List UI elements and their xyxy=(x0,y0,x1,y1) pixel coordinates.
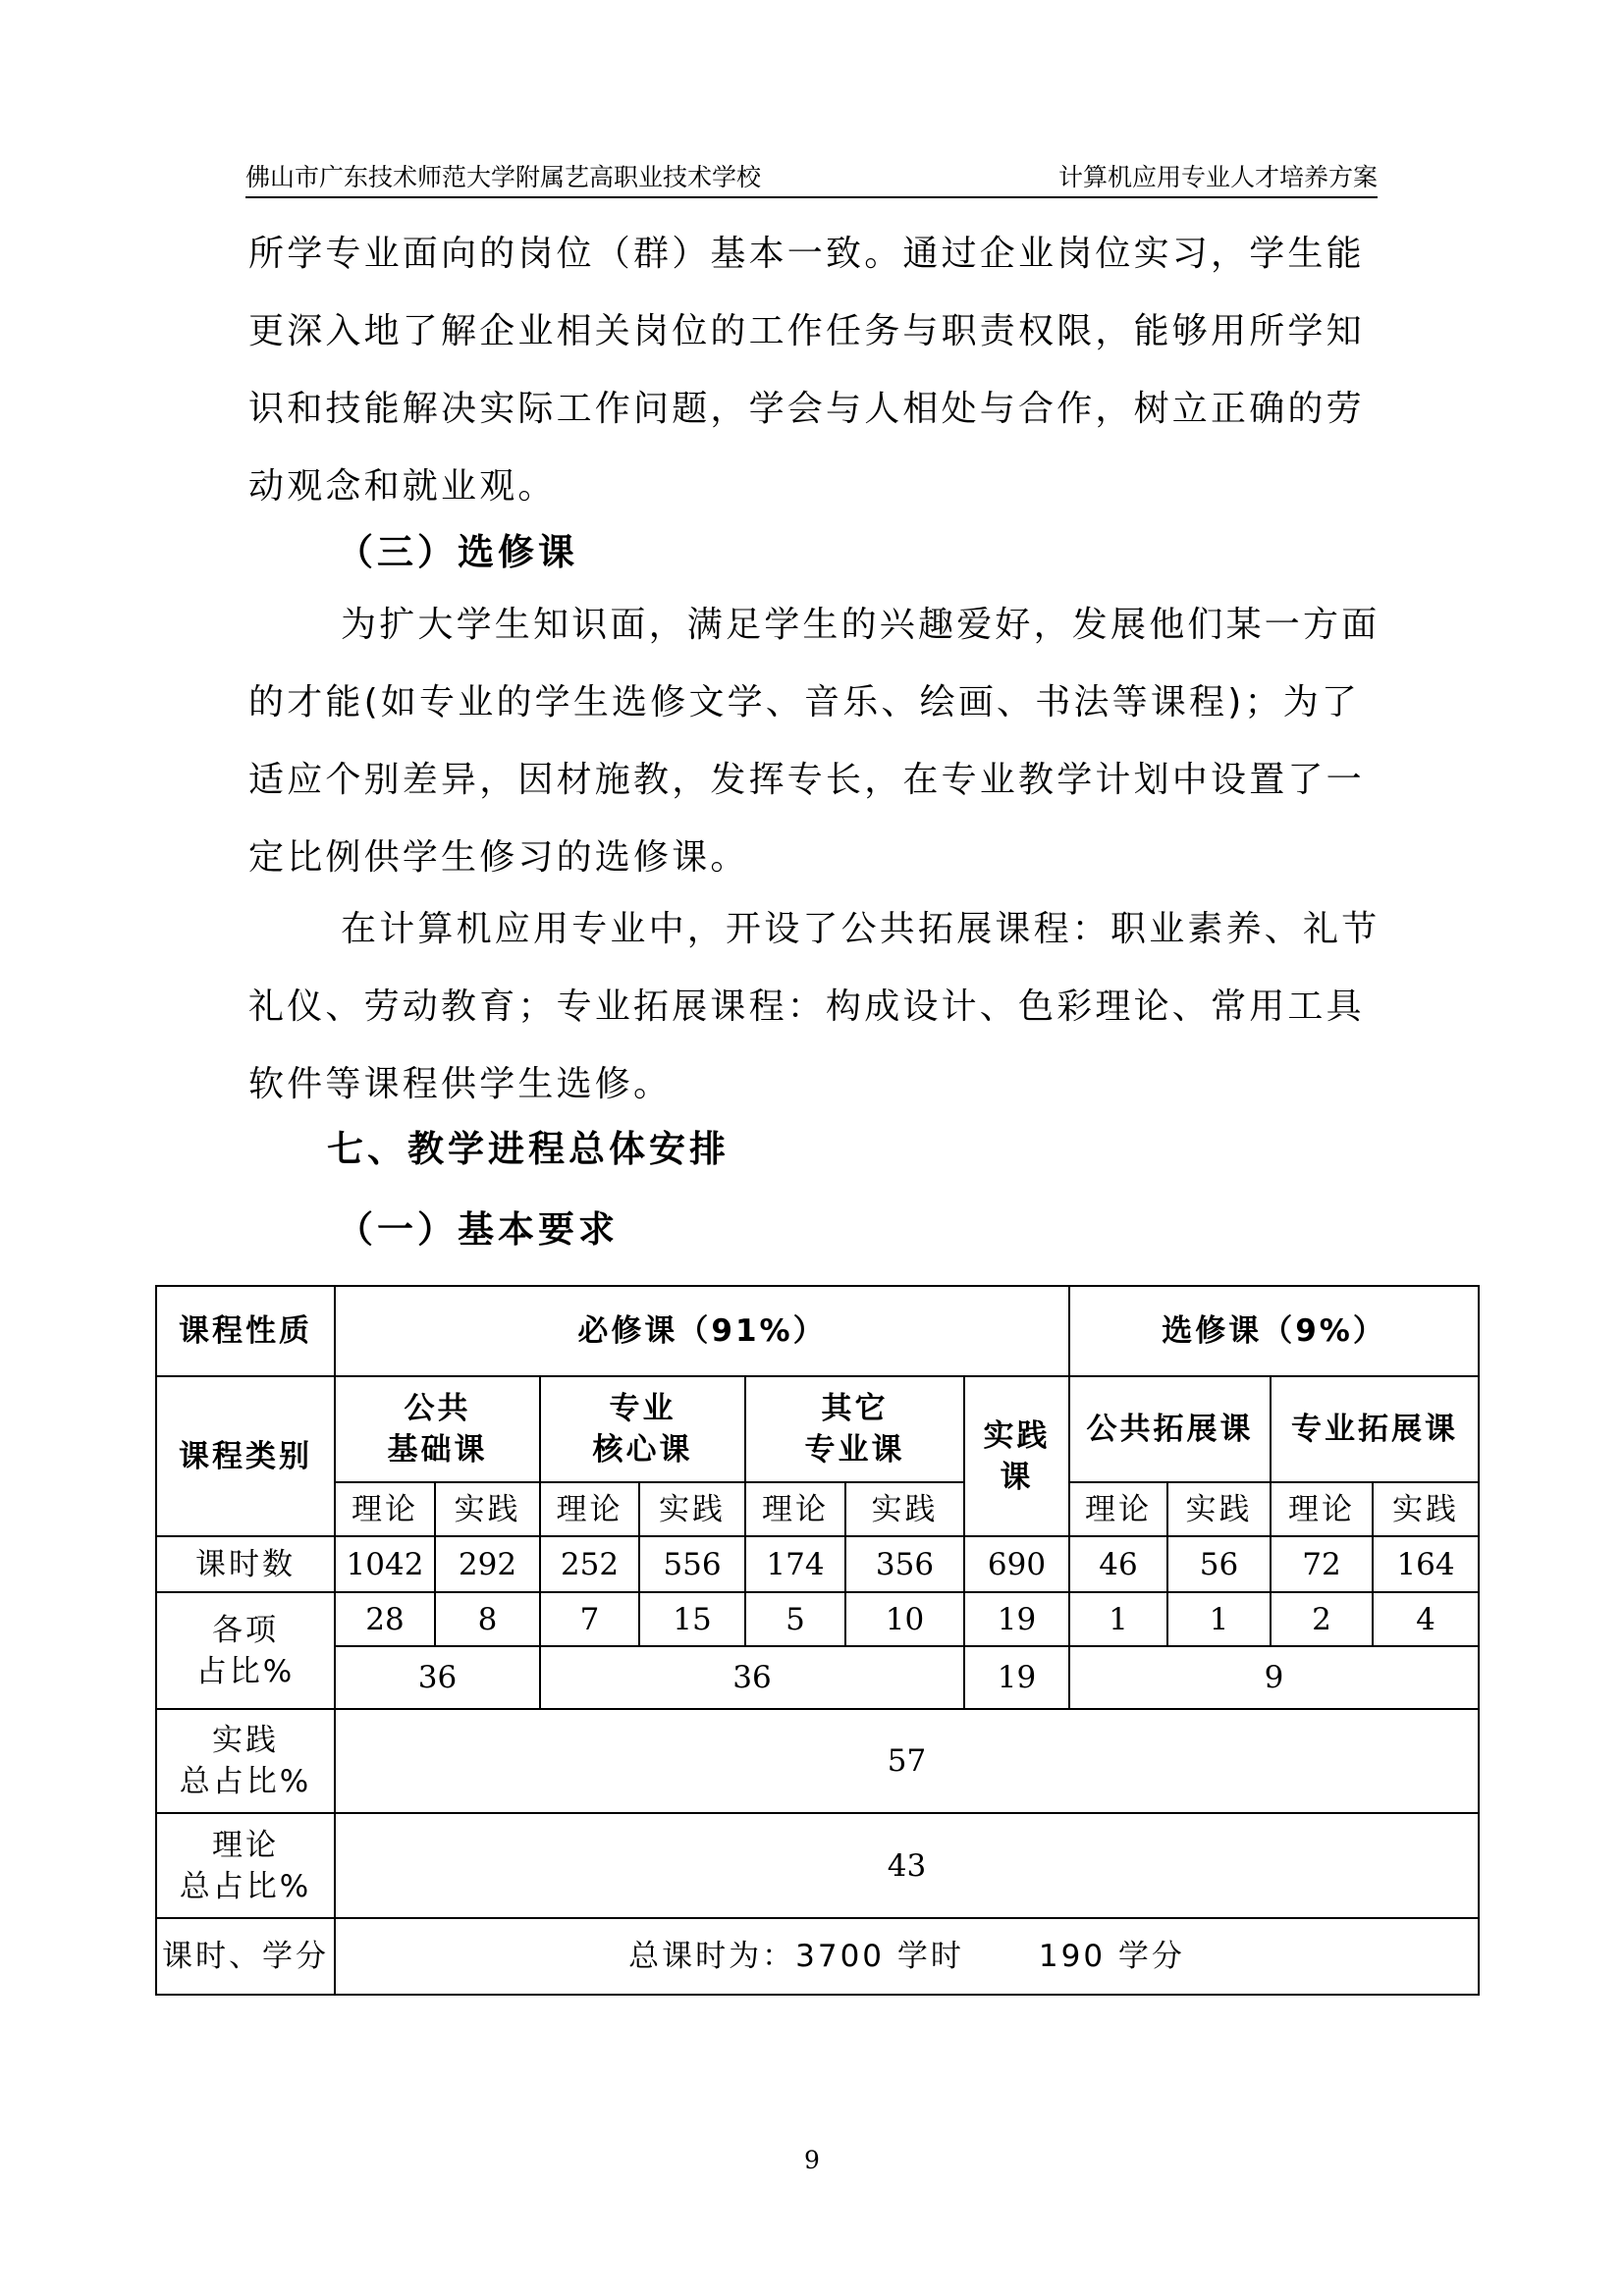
hours-cell: 1042 xyxy=(335,1536,435,1592)
ratio-cell: 5 xyxy=(745,1592,845,1646)
page-number: 9 xyxy=(804,2146,820,2174)
hours-cell: 72 xyxy=(1271,1536,1373,1592)
theory-total-label xyxy=(156,1813,335,1918)
professional-core-courses-header xyxy=(540,1376,745,1482)
course-nature-label: 课程性质 xyxy=(156,1286,335,1376)
practice-header: 实践 xyxy=(1167,1482,1271,1536)
ratio-label-line1: 各项 xyxy=(212,1612,279,1648)
page-header xyxy=(245,159,1378,198)
ratio-group-cell: 9 xyxy=(1069,1646,1479,1709)
ratio-cell: 19 xyxy=(964,1592,1069,1646)
theory-header: 理论 xyxy=(335,1482,435,1536)
ratio-cell: 1 xyxy=(1069,1592,1167,1646)
hours-credits-label: 课时、学分 xyxy=(156,1918,335,1995)
header-school-name: 佛山市广东技术师范大学附属艺高职业技术学校 xyxy=(245,163,762,191)
theory-header: 理论 xyxy=(745,1482,845,1536)
header-document-title: 计算机应用专业人才培养方案 xyxy=(1057,163,1378,191)
hours-cell: 292 xyxy=(435,1536,540,1592)
public-basic-line2: 基础课 xyxy=(387,1432,488,1468)
course-structure-table xyxy=(155,1285,1480,1996)
professional-core-line1: 专业 xyxy=(609,1391,677,1426)
theory-header: 理论 xyxy=(540,1482,639,1536)
hours-cell: 46 xyxy=(1069,1536,1167,1592)
ratio-cell: 2 xyxy=(1271,1592,1373,1646)
other-professional-line1: 其它 xyxy=(821,1391,889,1426)
ratio-cell: 10 xyxy=(845,1592,964,1646)
theory-total-value: 43 xyxy=(335,1813,1479,1918)
hours-cell: 356 xyxy=(845,1536,964,1592)
ratio-cell: 1 xyxy=(1167,1592,1271,1646)
practice-courses-line2: 课 xyxy=(1000,1459,1034,1495)
section-heading-basic-requirements: （一）基本要求 xyxy=(337,1208,619,1251)
theory-total-line1: 理论 xyxy=(212,1827,279,1863)
practice-header: 实践 xyxy=(1373,1482,1479,1536)
paragraph-electives-purpose: 为扩大学生知识面，满足学生的兴趣爱好，发展他们某一方面的才能(如专业的学生选修文学、音乐、绘画、书法等课程)；为了适应个别差异，因材施教，发挥专长，在专业教学计划中设置了一定比例供学生修习的选修课。 xyxy=(248,605,1380,878)
practice-courses-header xyxy=(964,1376,1069,1536)
hours-cell: 556 xyxy=(639,1536,745,1592)
ratio-group-cell: 36 xyxy=(540,1646,964,1709)
professional-extension-courses-header: 专业拓展课 xyxy=(1271,1376,1479,1482)
section-heading-electives: （三）选修课 xyxy=(337,531,578,573)
professional-core-line2: 核心课 xyxy=(592,1432,693,1468)
hours-cell: 690 xyxy=(964,1536,1069,1592)
public-basic-courses-header xyxy=(335,1376,540,1482)
practice-header: 实践 xyxy=(639,1482,745,1536)
ratio-label xyxy=(156,1592,335,1709)
hours-cell: 164 xyxy=(1373,1536,1479,1592)
practice-header: 实践 xyxy=(435,1482,540,1536)
practice-total-line1: 实践 xyxy=(212,1723,279,1758)
hours-cell: 252 xyxy=(540,1536,639,1592)
ratio-cell: 15 xyxy=(639,1592,745,1646)
ratio-cell: 4 xyxy=(1373,1592,1479,1646)
ratio-cell: 8 xyxy=(435,1592,540,1646)
practice-header: 实践 xyxy=(845,1482,964,1536)
hours-label: 课时数 xyxy=(156,1536,335,1592)
public-basic-line1: 公共 xyxy=(404,1391,471,1426)
practice-total-line2: 总占比% xyxy=(179,1764,312,1799)
paragraph-electives-list: 在计算机应用专业中，开设了公共拓展课程：职业素养、礼节礼仪、劳动教育；专业拓展课程：构成设计、色彩理论、常用工具软件等课程供学生选修。 xyxy=(248,909,1380,1104)
theory-header: 理论 xyxy=(1069,1482,1167,1536)
total-credits-text: 190 学分 xyxy=(1038,1939,1185,1974)
practice-total-value: 57 xyxy=(335,1709,1479,1813)
theory-total-line2: 总占比% xyxy=(179,1868,312,1904)
ratio-label-line2: 占比% xyxy=(195,1653,296,1689)
chapter-heading-teaching-progress: 七、教学进程总体安排 xyxy=(327,1128,730,1170)
practice-total-label xyxy=(156,1709,335,1813)
ratio-group-cell: 19 xyxy=(964,1646,1069,1709)
ratio-cell: 7 xyxy=(540,1592,639,1646)
course-category-label: 课程类别 xyxy=(156,1376,335,1536)
theory-header: 理论 xyxy=(1271,1482,1373,1536)
hours-credits-value xyxy=(335,1918,1479,1995)
practice-courses-line1: 实践 xyxy=(983,1417,1051,1454)
public-extension-courses-header: 公共拓展课 xyxy=(1069,1376,1271,1482)
hours-cell: 56 xyxy=(1167,1536,1271,1592)
ratio-cell: 28 xyxy=(335,1592,435,1646)
other-professional-line2: 专业课 xyxy=(804,1432,905,1468)
hours-cell: 174 xyxy=(745,1536,845,1592)
paragraph-internship-conclusion: 所学专业面向的岗位（群）基本一致。通过企业岗位实习，学生能更深入地了解企业相关岗位的工作任务与职责权限，能够用所学知识和技能解决实际工作问题，学会与人相处与合作，树立正确的劳动观念和就业观。 xyxy=(248,234,1365,507)
ratio-group-cell: 36 xyxy=(335,1646,540,1709)
total-hours-text: 总课时为：3700 学时 xyxy=(628,1939,964,1974)
elective-courses-header: 选修课（9%） xyxy=(1069,1286,1479,1376)
required-courses-header: 必修课（91%） xyxy=(335,1286,1069,1376)
other-professional-courses-header xyxy=(745,1376,964,1482)
